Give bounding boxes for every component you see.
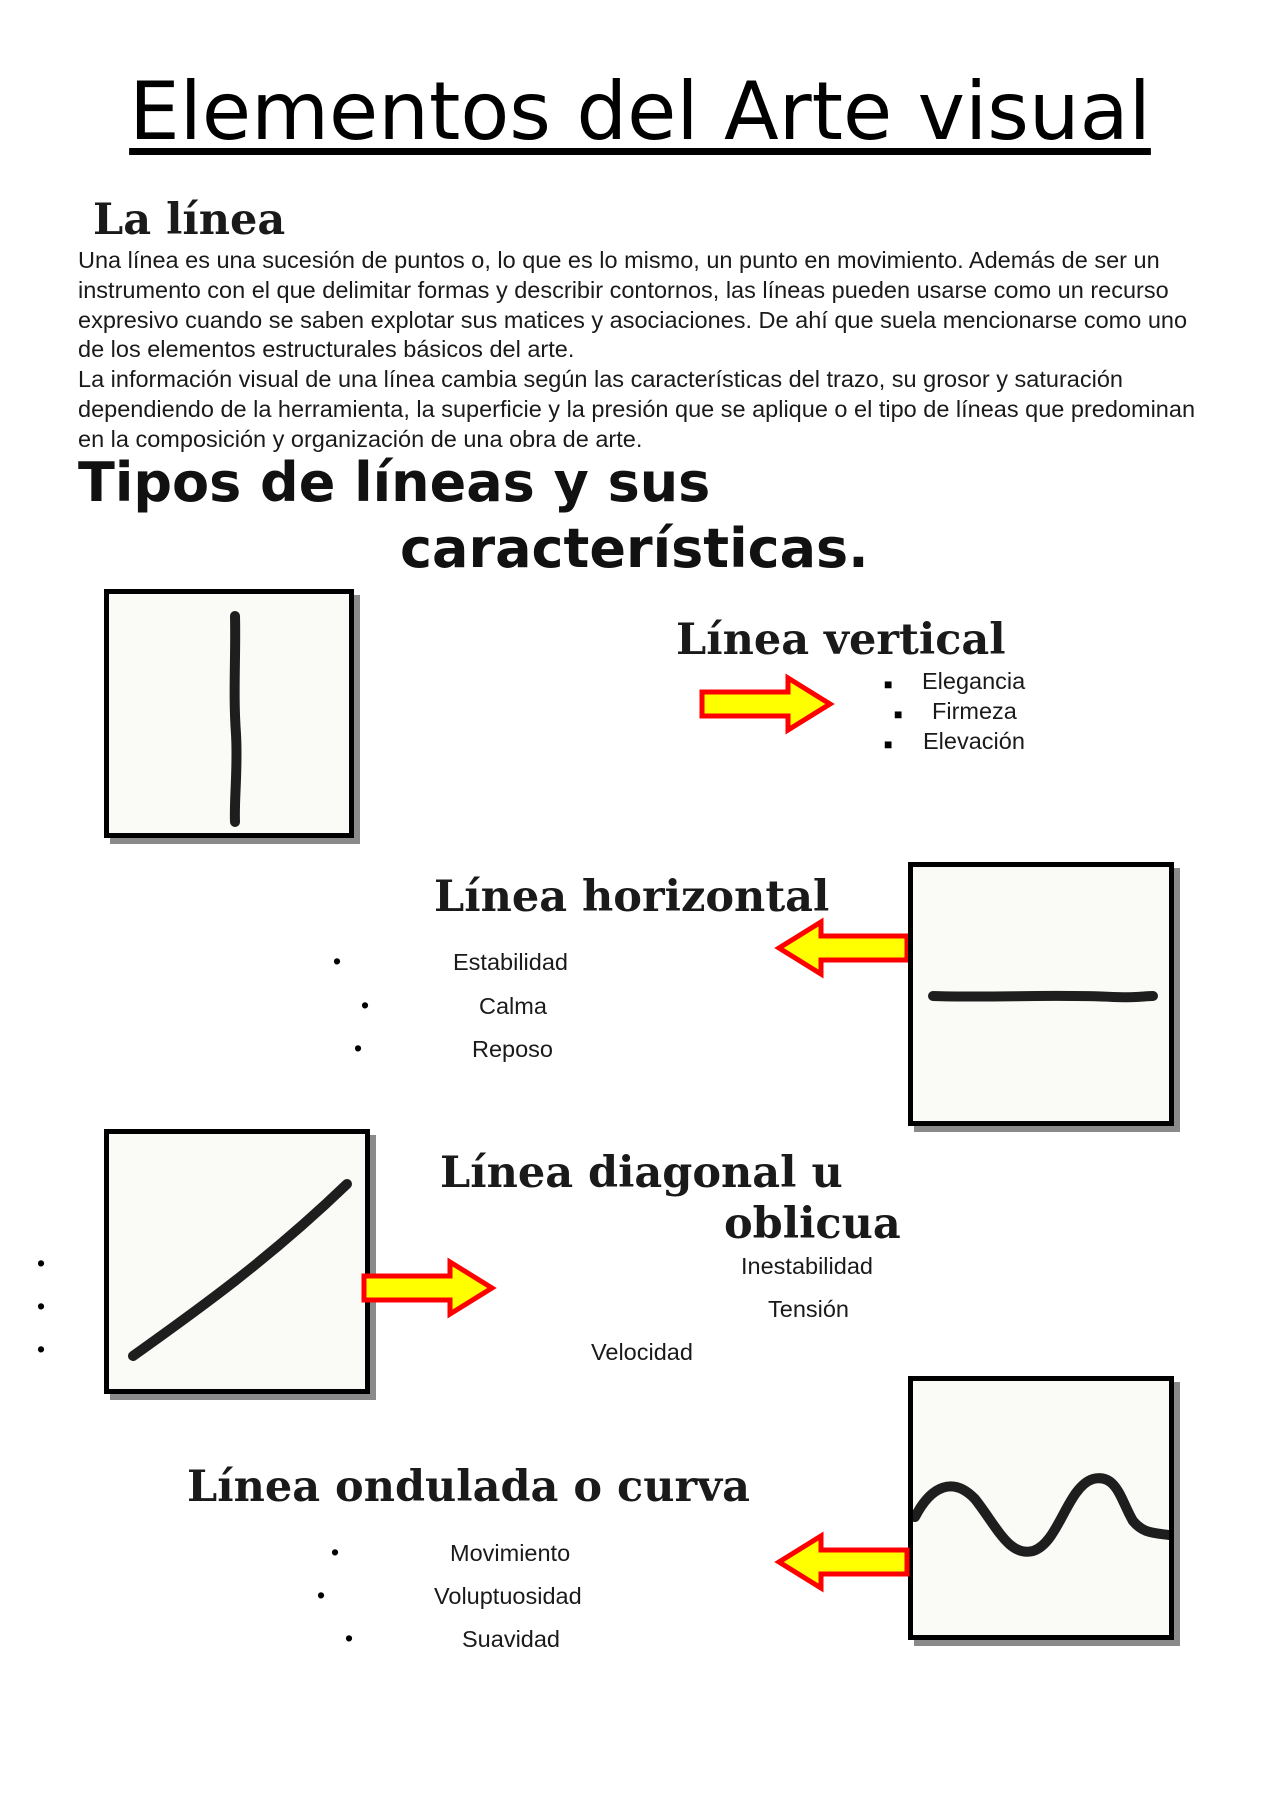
- diagonal-heading-line2: oblicua: [724, 1199, 901, 1249]
- bullet-icon: •: [331, 1539, 340, 1565]
- bullet-icon: •: [37, 1293, 46, 1319]
- diagonal-heading-line1: Línea diagonal u: [440, 1148, 843, 1198]
- diagonal-item-2: Tensión: [768, 1296, 849, 1322]
- bullet-icon: •: [361, 992, 370, 1018]
- bullet-icon: •: [37, 1336, 46, 1362]
- bullet-icon: •: [37, 1250, 46, 1276]
- diagonal-item-1: Inestabilidad: [741, 1253, 873, 1279]
- wavy-heading: Línea ondulada o curva: [187, 1462, 750, 1512]
- types-heading-line1: Tipos de líneas y sus: [78, 451, 711, 514]
- wavy-line-image: [908, 1376, 1174, 1640]
- left-arrow-icon: [772, 916, 912, 980]
- wavy-item-1: Movimiento: [450, 1540, 571, 1566]
- vertical-item-2: Firmeza: [932, 698, 1017, 724]
- horizontal-item-3: Reposo: [472, 1036, 553, 1062]
- diagonal-stroke-icon: [109, 1134, 365, 1389]
- right-arrow-icon: [359, 1256, 499, 1320]
- square-bullet-icon: ■: [894, 706, 903, 722]
- bullet-icon: •: [345, 1625, 354, 1651]
- page-title: Elementos del Arte visual: [129, 65, 1151, 158]
- vertical-item-1: Elegancia: [922, 668, 1026, 694]
- horizontal-heading: Línea horizontal: [434, 872, 830, 922]
- intro-text: [78, 246, 1218, 455]
- bullet-icon: •: [354, 1035, 363, 1061]
- types-heading: [78, 450, 869, 582]
- types-heading-line2: características.: [400, 517, 869, 580]
- bullet-icon: •: [333, 948, 342, 974]
- vertical-line-image: [104, 589, 354, 838]
- wavy-item-2: Voluptuosidad: [434, 1583, 582, 1609]
- vertical-item-3: Elevación: [923, 728, 1025, 754]
- horizontal-item-1: Estabilidad: [453, 949, 568, 975]
- wavy-item-3: Suavidad: [462, 1626, 560, 1652]
- square-bullet-icon: ■: [884, 676, 893, 692]
- right-arrow-icon: [697, 672, 837, 736]
- section-heading-la-linea: La línea: [93, 195, 286, 245]
- horizontal-line-image: [908, 862, 1174, 1126]
- wavy-stroke-icon: [913, 1381, 1169, 1635]
- bullet-icon: •: [317, 1582, 326, 1608]
- intro-paragraph-2: La información visual de una línea cambia según las características del trazo, su grosor y saturación dependiendo de la herramienta, la superficie y la presión que se aplique o el tipo de líneas que predominan en la composición y organización de una obra de arte.: [78, 366, 1196, 452]
- left-arrow-icon: [772, 1530, 912, 1594]
- vertical-stroke-icon: [109, 594, 349, 833]
- vertical-heading: Línea vertical: [676, 615, 1006, 665]
- diagonal-line-image: [104, 1129, 370, 1394]
- intro-paragraph-1: Una línea es una sucesión de puntos o, lo que es lo mismo, un punto en movimiento. Además de ser un instrumento con el que delimitar formas y describir contornos, las líneas pueden usarse como un recurso expresivo cuando se saben explotar sus matices y asociaciones. De ahí que suela mencionarse como uno de los elementos estructurales básicos del arte.: [78, 247, 1188, 363]
- diagonal-item-3: Velocidad: [591, 1339, 693, 1365]
- horizontal-item-2: Calma: [479, 993, 547, 1019]
- square-bullet-icon: ■: [884, 736, 893, 752]
- horizontal-stroke-icon: [913, 867, 1169, 1121]
